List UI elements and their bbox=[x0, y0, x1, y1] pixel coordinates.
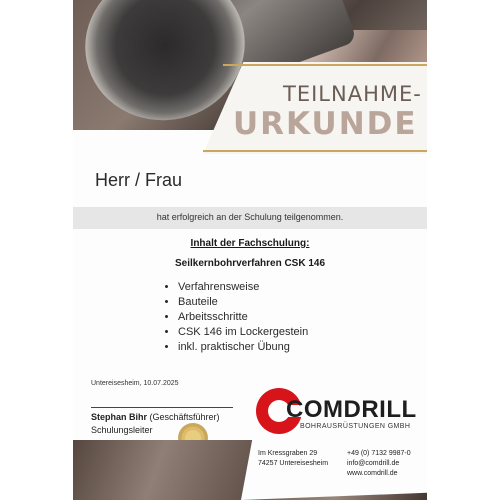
signer-title: (Geschäftsführer) bbox=[149, 412, 220, 422]
date-line: Untereisesheim, 10.07.2025 bbox=[91, 380, 179, 387]
certificate-title-line1: TEILNAHME- bbox=[283, 82, 422, 106]
website: www.comdrill.de bbox=[347, 470, 398, 477]
brand-name: COMDRILL bbox=[286, 396, 417, 423]
signer-name: Stephan Bihr bbox=[91, 412, 148, 422]
company-logo bbox=[256, 388, 421, 438]
topic-item: • CSK 146 im Lockergestein bbox=[178, 325, 308, 340]
topic-item: • Verfahrensweise bbox=[178, 280, 308, 295]
address-line: Im Kressgraben 29 bbox=[258, 450, 318, 457]
email: info@comdrill.de bbox=[347, 460, 400, 467]
gold-divider-bottom bbox=[203, 150, 427, 152]
signer bbox=[91, 412, 220, 422]
topic-item: • Bauteile bbox=[178, 295, 308, 310]
topic-item: • Arbeitsschritte bbox=[178, 310, 308, 325]
participation-band bbox=[73, 207, 427, 229]
company-address bbox=[258, 449, 328, 469]
brand-tagline: BOHRAUSRÜSTUNGEN GMBH bbox=[300, 423, 411, 430]
company-contact bbox=[347, 449, 411, 479]
salutation: Herr / Frau bbox=[95, 170, 183, 190]
signer-role: Schulungsleiter bbox=[91, 425, 153, 435]
course-name: Seilkernbohrverfahren CSK 146 bbox=[174, 258, 326, 269]
address-line: 74257 Untereisesheim bbox=[258, 460, 329, 467]
signature-line bbox=[91, 407, 233, 408]
certificate-page bbox=[73, 0, 427, 500]
gold-divider-top bbox=[223, 64, 427, 66]
participation-text: hat erfolgreich an der Schulung teilgenommen. bbox=[156, 212, 344, 222]
topic-item: • inkl. praktischer Übung bbox=[178, 340, 308, 355]
certificate-title-line2: URKUNDE bbox=[233, 106, 418, 142]
content-heading: Inhalt der Fachschulung: bbox=[190, 238, 310, 249]
topic-list bbox=[163, 280, 308, 355]
phone: +49 (0) 7132 9987-0 bbox=[347, 450, 411, 457]
